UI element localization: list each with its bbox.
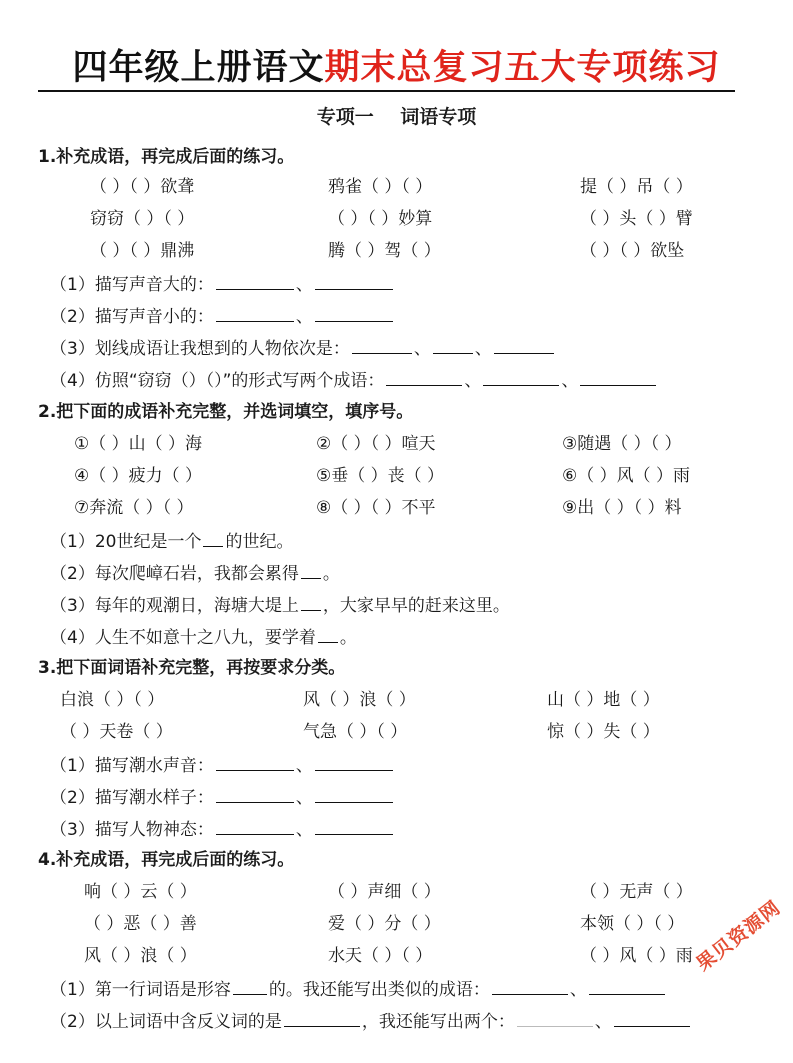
- answer-blank[interactable]: [315, 305, 393, 322]
- question-2-2: （2）每次爬嶂石岩，我都会累得 。: [50, 564, 340, 584]
- question-4-2: （2）以上词语中含反义词的是 ，我还能写出两个： 、: [50, 1010, 692, 1033]
- idiom-3-2: 风（ ）浪（ ）: [303, 690, 416, 710]
- question-1-4: （4）仿照“窃窃（）（）”的形式写两个成语： 、 、: [50, 369, 658, 392]
- question-1-2: （2）描写声音小的： 、: [50, 305, 395, 328]
- answer-blank[interactable]: [315, 818, 393, 835]
- answer-blank[interactable]: [216, 786, 294, 803]
- answer-blank[interactable]: [284, 1010, 360, 1027]
- idiom-3-5: 气急（ ）（ ）: [303, 722, 408, 742]
- question-2-4: （4）人生不如意十之八九，要学着 。: [50, 628, 357, 648]
- idiom-4-3: （ ）无声（ ）: [580, 882, 693, 902]
- answer-blank[interactable]: [386, 369, 462, 386]
- question-1-1: （1）描写声音大的： 、: [50, 273, 395, 296]
- section-1-heading: 1.补充成语，再完成后面的练习。: [38, 147, 295, 167]
- answer-blank[interactable]: [517, 1010, 593, 1027]
- answer-blank[interactable]: [315, 273, 393, 290]
- section-4-heading: 4.补充成语，再完成后面的练习。: [38, 850, 295, 870]
- answer-blank[interactable]: [614, 1010, 690, 1027]
- idiom-1-5: （ ）（ ）妙算: [328, 209, 433, 229]
- idiom-4-8: 水天（ ）（ ）: [328, 946, 433, 966]
- section-3-heading: 3.把下面词语补充完整，再按要求分类。: [38, 658, 346, 678]
- question-3-3: （3）描写人物神态： 、: [50, 818, 395, 841]
- watermark: 果贝资源网: [692, 896, 785, 976]
- idiom-4-7: 风（ ）浪（ ）: [84, 946, 197, 966]
- answer-blank[interactable]: [203, 530, 223, 547]
- answer-blank[interactable]: [318, 626, 338, 643]
- answer-blank[interactable]: [589, 978, 665, 995]
- section-2-heading: 2.把下面的成语补充完整，并选词填空，填序号。: [38, 402, 414, 422]
- idiom-4-9: （ ）风（ ）雨: [580, 946, 693, 966]
- idiom-1-3: 提（ ）吊（ ）: [580, 177, 693, 197]
- idiom-1-6: （ ）头（ ）臂: [580, 209, 693, 229]
- question-3-1: （1）描写潮水声音： 、: [50, 754, 395, 777]
- answer-blank[interactable]: [483, 369, 559, 386]
- idiom-3-1: 白浪（ ）（ ）: [60, 690, 165, 710]
- idiom-1-1: （ ）（ ）欲聋: [90, 177, 195, 197]
- idiom-3-4: （ ）天卷（ ）: [60, 722, 173, 742]
- answer-blank[interactable]: [216, 273, 294, 290]
- idiom-2-2: ②（ ）（ ）喧天: [316, 434, 436, 454]
- idiom-4-4: （ ）恶（ ）善: [84, 914, 197, 934]
- question-3-2: （2）描写潮水样子： 、: [50, 786, 395, 809]
- answer-blank[interactable]: [433, 337, 473, 354]
- question-2-3: （3）每年的观潮日，海塘大堤上 ，大家早早的赶来这里。: [50, 596, 510, 616]
- answer-blank[interactable]: [216, 305, 294, 322]
- answer-blank[interactable]: [315, 786, 393, 803]
- answer-blank[interactable]: [216, 754, 294, 771]
- idiom-4-2: （ ）声细（ ）: [328, 882, 441, 902]
- idiom-4-6: 本领（ ）（ ）: [580, 914, 685, 934]
- idiom-1-9: （ ）（ ）欲坠: [580, 241, 685, 261]
- idiom-4-1: 响（ ）云（ ）: [84, 882, 197, 902]
- idiom-2-6: ⑥（ ）风（ ）雨: [562, 466, 691, 486]
- answer-blank[interactable]: [233, 978, 267, 995]
- answer-blank[interactable]: [301, 562, 321, 579]
- idiom-4-5: 爱（ ）分（ ）: [328, 914, 441, 934]
- idiom-1-7: （ ）（ ）鼎沸: [90, 241, 195, 261]
- title-red: 期末总复习五大专项练习: [324, 48, 721, 88]
- answer-blank[interactable]: [352, 337, 412, 354]
- answer-blank[interactable]: [301, 594, 321, 611]
- idiom-3-6: 惊（ ）失（ ）: [547, 722, 660, 742]
- question-1-3: （3）划线成语让我想到的人物依次是： 、 、: [50, 337, 556, 360]
- idiom-1-2: 鸦雀（ ）（ ）: [328, 177, 433, 197]
- answer-blank[interactable]: [315, 754, 393, 771]
- answer-blank[interactable]: [494, 337, 554, 354]
- idiom-2-4: ④（ ）疲力（ ）: [74, 466, 203, 486]
- page-title: [0, 40, 793, 90]
- idiom-2-8: ⑧（ ）（ ）不平: [316, 498, 436, 518]
- idiom-1-8: 腾（ ）驾（ ）: [328, 241, 441, 261]
- title-black: 四年级上册语文: [72, 48, 325, 88]
- question-2-1: （1）20世纪是一个 的世纪。: [50, 532, 294, 552]
- idiom-2-9: ⑨出（ ）（ ）料: [562, 498, 682, 518]
- idiom-3-3: 山（ ）地（ ）: [547, 690, 660, 710]
- idiom-2-3: ③随遇（ ）（ ）: [562, 434, 682, 454]
- idiom-2-1: ①（ ）山（ ）海: [74, 434, 203, 454]
- idiom-2-5: ⑤垂（ ）丧（ ）: [316, 466, 445, 486]
- answer-blank[interactable]: [580, 369, 656, 386]
- idiom-1-4: 窃窃（ ）（ ）: [90, 209, 195, 229]
- question-4-1: （1）第一行词语是形容 的。我还能写出类似的成语： 、: [50, 978, 667, 1001]
- idiom-2-7: ⑦奔流（ ）（ ）: [74, 498, 194, 518]
- page-subtitle: 专项一 词语专项: [316, 106, 477, 128]
- answer-blank[interactable]: [492, 978, 568, 995]
- title-divider: [38, 90, 735, 92]
- answer-blank[interactable]: [216, 818, 294, 835]
